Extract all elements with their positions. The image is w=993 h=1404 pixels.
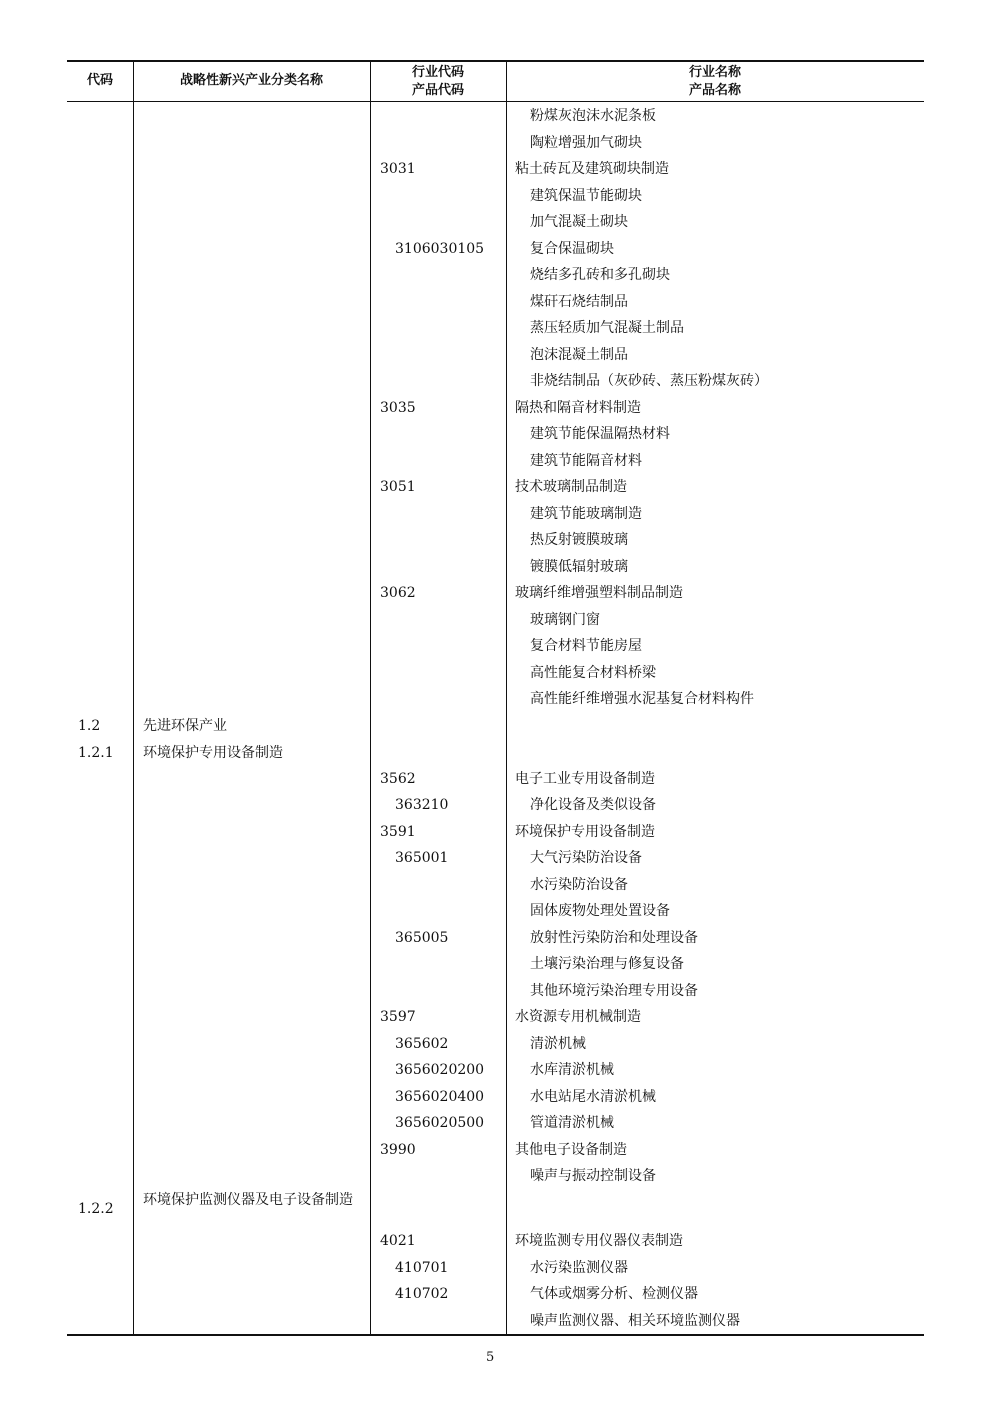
table-top-rule xyxy=(67,60,924,62)
row-name: 噪声监测仪器、相关环境监测仪器 xyxy=(530,1313,740,1329)
row-code: 3656020500 xyxy=(395,1115,485,1131)
row-name: 电子工业专用设备制造 xyxy=(515,771,655,787)
header-category-name: 战略性新兴产业分类名称 xyxy=(179,73,323,88)
column-divider-1 xyxy=(133,60,134,1335)
row-name: 水污染监测仪器 xyxy=(530,1260,628,1276)
row-name: 土壤污染治理与修复设备 xyxy=(530,956,684,972)
row-code: 3656020200 xyxy=(395,1062,485,1078)
row-name: 复合材料节能房屋 xyxy=(530,638,642,654)
row-name: 环境监测专用仪器仪表制造 xyxy=(515,1233,683,1249)
row-name: 复合保温砌块 xyxy=(530,241,614,257)
header-product-code: 产品代码 xyxy=(411,83,464,98)
row-name: 高性能纤维增强水泥基复合材料构件 xyxy=(530,691,754,707)
category-name: 环境保护监测仪器及电子设备制造 xyxy=(143,1192,353,1208)
row-code: 3106030105 xyxy=(395,241,485,257)
row-code: 4021 xyxy=(380,1233,416,1249)
row-name: 水污染防治设备 xyxy=(530,877,628,893)
row-code: 365005 xyxy=(395,930,449,946)
header-industry-name: 行业名称 xyxy=(688,65,741,80)
row-name: 非烧结制品（灰砂砖、蒸压粉煤灰砖） xyxy=(530,373,768,389)
row-name: 水电站尾水清淤机械 xyxy=(530,1089,656,1105)
row-code: 3035 xyxy=(380,400,416,416)
category-code: 1.2.1 xyxy=(78,745,114,761)
row-name: 烧结多孔砖和多孔砌块 xyxy=(530,267,670,283)
row-name: 高性能复合材料桥梁 xyxy=(530,665,656,681)
header-product-name: 产品名称 xyxy=(688,83,741,98)
row-name: 其他环境污染治理专用设备 xyxy=(530,983,698,999)
column-divider-3 xyxy=(506,60,507,1335)
row-code: 3656020400 xyxy=(395,1089,485,1105)
row-name: 技术玻璃制品制造 xyxy=(515,479,627,495)
row-name: 固体废物处理处置设备 xyxy=(530,903,670,919)
header-bottom-rule xyxy=(67,101,924,102)
row-code: 3062 xyxy=(380,585,416,601)
row-name: 煤矸石烧结制品 xyxy=(530,294,628,310)
row-name: 粉煤灰泡沫水泥条板 xyxy=(530,108,656,124)
row-name: 建筑节能隔音材料 xyxy=(530,453,642,469)
column-divider-2 xyxy=(370,60,371,1335)
row-name: 蒸压轻质加气混凝土制品 xyxy=(530,320,684,336)
row-name: 玻璃钢门窗 xyxy=(530,612,600,628)
row-name: 大气污染防治设备 xyxy=(530,850,642,866)
row-name: 清淤机械 xyxy=(530,1036,586,1052)
row-code: 365602 xyxy=(395,1036,449,1052)
row-code: 3562 xyxy=(380,771,416,787)
row-name: 建筑保温节能砌块 xyxy=(530,188,642,204)
row-name: 净化设备及类似设备 xyxy=(530,797,656,813)
row-name: 建筑节能玻璃制造 xyxy=(530,506,642,522)
category-code: 1.2.2 xyxy=(78,1201,114,1217)
row-name: 水资源专用机械制造 xyxy=(515,1009,641,1025)
row-code: 3051 xyxy=(380,479,416,495)
category-code: 1.2 xyxy=(78,718,101,734)
header-industry-code: 行业代码 xyxy=(411,65,464,80)
row-code: 3990 xyxy=(380,1142,416,1158)
row-name: 泡沫混凝土制品 xyxy=(530,347,628,363)
row-name: 管道清淤机械 xyxy=(530,1115,614,1131)
row-name: 建筑节能保温隔热材料 xyxy=(530,426,670,442)
row-name: 热反射镀膜玻璃 xyxy=(530,532,628,548)
row-name: 其他电子设备制造 xyxy=(515,1142,627,1158)
row-code: 365001 xyxy=(395,850,449,866)
row-name: 气体或烟雾分析、检测仪器 xyxy=(530,1286,698,1302)
row-name: 玻璃纤维增强塑料制品制造 xyxy=(515,585,683,601)
header-code: 代码 xyxy=(86,73,113,88)
row-name: 镀膜低辐射玻璃 xyxy=(530,559,628,575)
row-name: 放射性污染防治和处理设备 xyxy=(530,930,698,946)
category-name: 环境保护专用设备制造 xyxy=(143,745,283,761)
table-bottom-rule xyxy=(67,1334,924,1336)
row-code: 410701 xyxy=(395,1260,449,1276)
row-code: 3031 xyxy=(380,161,416,177)
category-name: 先进环保产业 xyxy=(143,718,227,734)
row-code: 363210 xyxy=(395,797,449,813)
row-name: 粘土砖瓦及建筑砌块制造 xyxy=(515,161,669,177)
row-name: 加气混凝土砌块 xyxy=(530,214,628,230)
row-name: 隔热和隔音材料制造 xyxy=(515,400,641,416)
row-code: 410702 xyxy=(395,1286,449,1302)
row-code: 3591 xyxy=(380,824,416,840)
page-number: 5 xyxy=(486,1350,495,1365)
row-code: 3597 xyxy=(380,1009,416,1025)
row-name: 水库清淤机械 xyxy=(530,1062,614,1078)
row-name: 噪声与振动控制设备 xyxy=(530,1168,656,1184)
row-name: 环境保护专用设备制造 xyxy=(515,824,655,840)
row-name: 陶粒增强加气砌块 xyxy=(530,135,642,151)
